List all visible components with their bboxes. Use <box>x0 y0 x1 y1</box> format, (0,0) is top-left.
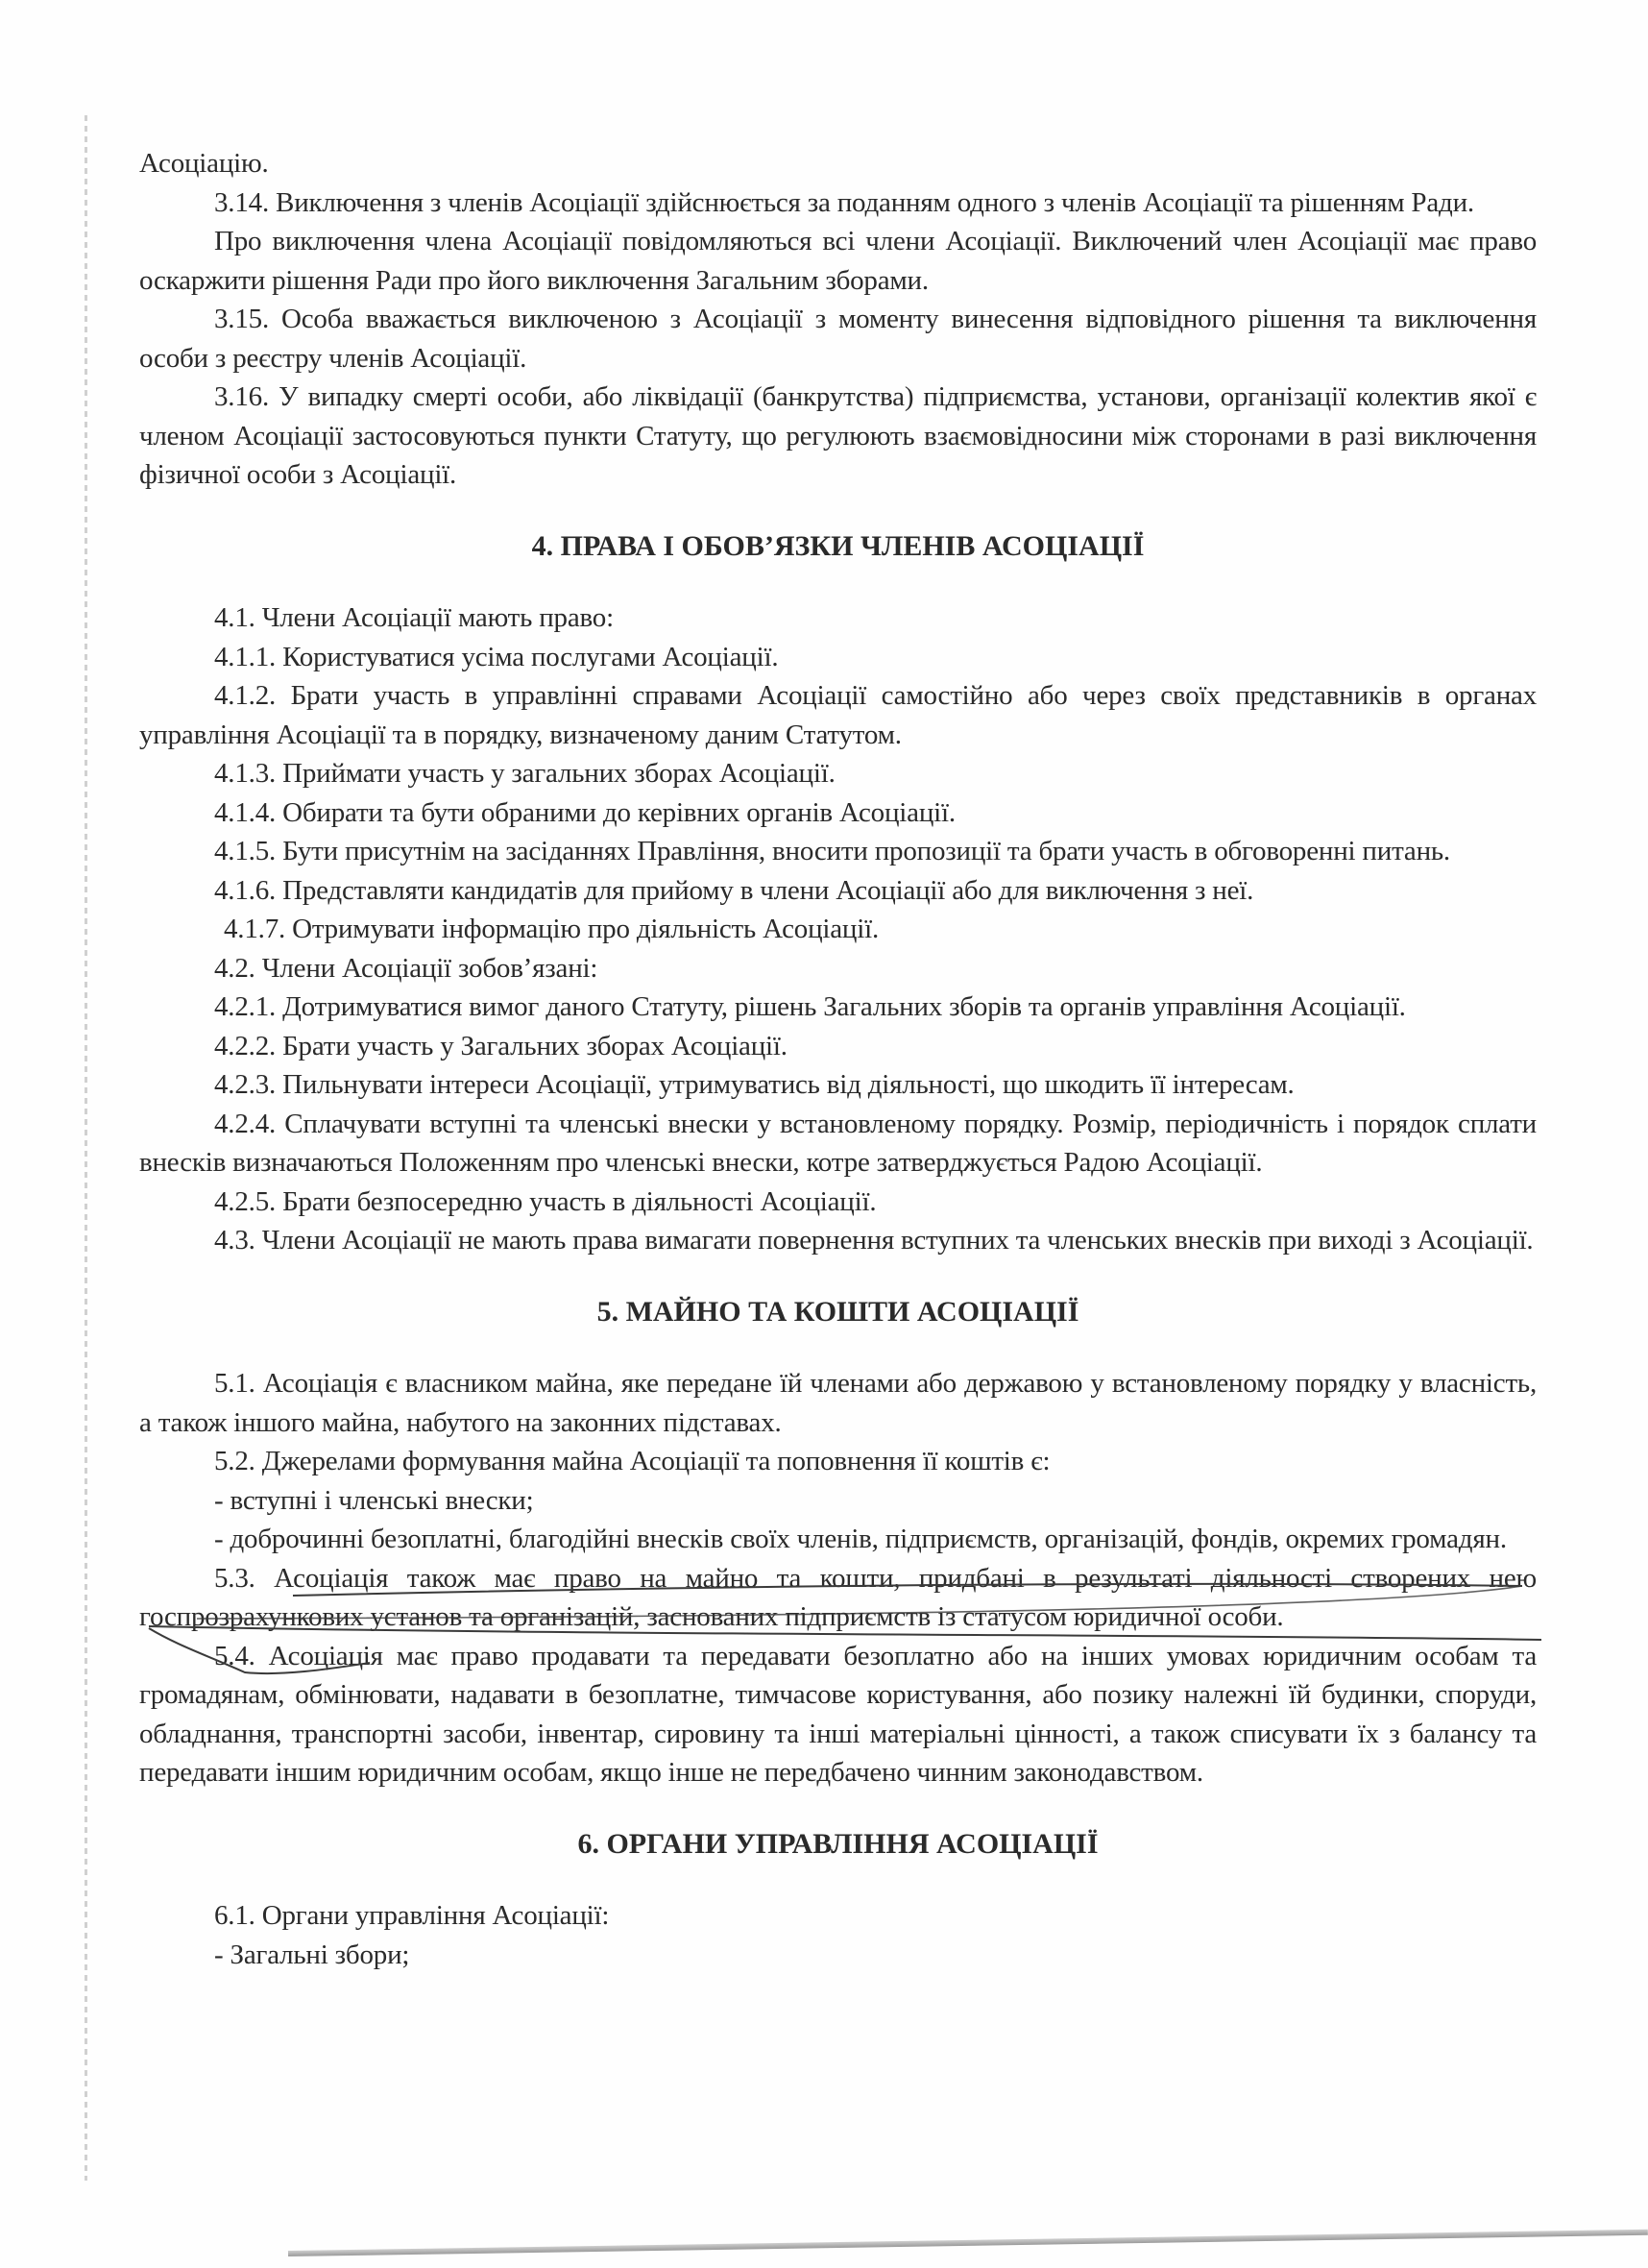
scan-binding-edge <box>85 115 87 2181</box>
clause-6-1: 6.1. Органи управління Асоціації: <box>214 1900 610 1931</box>
clause-6-1-item-1: - Загальні збори; <box>214 1939 410 1970</box>
clause-4-2-5: 4.2.5. Брати безпосередню участь в діяльності Асоціації. <box>214 1185 877 1217</box>
clause-3-15: 3.15. Особа вважається виключеною з Асоціації з моменту винесення відповідного рішення та виключення особи з реєстру членів Асоціації. <box>139 304 1537 374</box>
clause-4-1-3: 4.1.3. Приймати участь у загальних зборах Асоціації. <box>214 758 836 789</box>
clause-4-3: 4.3. Члени Асоціації не мають права вимагати повернення вступних та членських внесків при виході з Асоціації. <box>214 1225 1534 1256</box>
clause-4-2-2: 4.2.2. Брати участь у Загальних зборах Асоціації. <box>214 1030 788 1061</box>
section-6-heading: 6. ОРГАНИ УПРАВЛІННЯ АСОЦІАЦІЇ <box>577 1827 1099 1860</box>
clause-3-14-note: Про виключення члена Асоціації повідомляються всі члени Асоціації. Виключений член Асоціації має право оскаржити рішення Ради про його виключення Загальним зборами. <box>139 226 1537 296</box>
document-body <box>139 144 1537 1974</box>
scan-bottom-edge <box>288 2230 1648 2256</box>
clause-5-3-block <box>139 1559 1537 1637</box>
clause-4-1-5: 4.1.5. Бути присутнім на засіданнях Правління, вносити пропозиції та брати участь в обговоренні питань. <box>214 836 1450 866</box>
clause-4-2-1: 4.2.1. Дотримуватися вимог даного Статуту, рішень Загальних зборів та органів управління Асоціації. <box>214 991 1406 1022</box>
clause-5-3: 5.3. Асоціація також має право на майно та кошти, придбані в результаті діяльності створених нею госпрозрахункових установ та організацій, заснованих підприємств із статусом юридичної особи. <box>139 1562 1537 1632</box>
clause-4-1-6: 4.1.6. Представляти кандидатів для прийому в члени Асоціації або для виключення з неї. <box>214 874 1254 906</box>
clause-4-1: 4.1. Члени Асоціації мають право: <box>214 602 614 633</box>
clause-5-2: 5.2. Джерелами формування майна Асоціації та поповнення її коштів є: <box>214 1446 1051 1476</box>
clause-4-1-4: 4.1.4. Обирати та бути обраними до керівних органів Асоціації. <box>214 796 956 828</box>
section-5-heading: 5. МАЙНО ТА КОШТИ АСОЦІАЦІЇ <box>596 1295 1079 1328</box>
clause-5-4: 5.4. Асоціація має право продавати та передавати безоплатно або на інших умовах юридичним особам та громадянам, обмінювати, надавати в безоплатне, тимчасове користування, або позику належні їй будинки, споруди, обладнання, транспортні засоби, інвентар, сировину та інші матеріальні цінності, а також списувати їх з балансу та передавати іншим юридичним особам, якщо інше не передбачено чинним законодавством. <box>139 1640 1537 1788</box>
clause-3-14: 3.14. Виключення з членів Асоціації здійснюється за поданням одного з членів Асоціації та рішенням Ради. <box>214 186 1474 218</box>
clause-4-1-1: 4.1.1. Користуватися усіма послугами Асоціації. <box>214 641 779 672</box>
continuation-text: Асоціацію. <box>139 148 269 179</box>
clause-4-1-7: 4.1.7. Отримувати інформацію про діяльність Асоціації. <box>224 914 879 944</box>
clause-4-2-4: 4.2.4. Сплачувати вступні та членські внески у встановленому порядку. Розмір, періодичність і порядок сплати внесків визначаються Положенням про членські внески, котре затверджується Радою Асоціації. <box>139 1108 1537 1178</box>
clause-4-2: 4.2. Члени Асоціації зобов’язані: <box>214 952 598 984</box>
clause-5-2-item-2: - доброчинні безоплатні, благодійні внесків своїх членів, підприємств, організацій, фондів, окремих громадян. <box>214 1524 1507 1554</box>
section-4-heading: 4. ПРАВА І ОБОВ’ЯЗКИ ЧЛЕНІВ АСОЦІАЦІЇ <box>531 529 1145 562</box>
clause-3-16: 3.16. У випадку смерті особи, або ліквідації (банкрутства) підприємства, установи, організації колектив якої є членом Асоціації застосовуються пункти Статуту, що регулюють взаємовідносини між сторонами в разі виключення фізичної особи з Асоціації. <box>139 381 1537 490</box>
clause-5-1: 5.1. Асоціація є власником майна, яке передане їй членами або державою у встановленому порядку у власність, а також іншого майна, набутого на законних підставах. <box>139 1368 1537 1438</box>
clause-4-1-2: 4.1.2. Брати участь в управлінні справами Асоціації самостійно або через своїх представників в органах управління Асоціації та в порядку, визначеному даним Статутом. <box>139 680 1537 750</box>
clause-5-2-item-1: - вступні і членські внески; <box>214 1484 534 1516</box>
clause-4-2-3: 4.2.3. Пильнувати інтереси Асоціації, утримуватись від діяльності, що шкодить її інтересам. <box>214 1069 1295 1100</box>
